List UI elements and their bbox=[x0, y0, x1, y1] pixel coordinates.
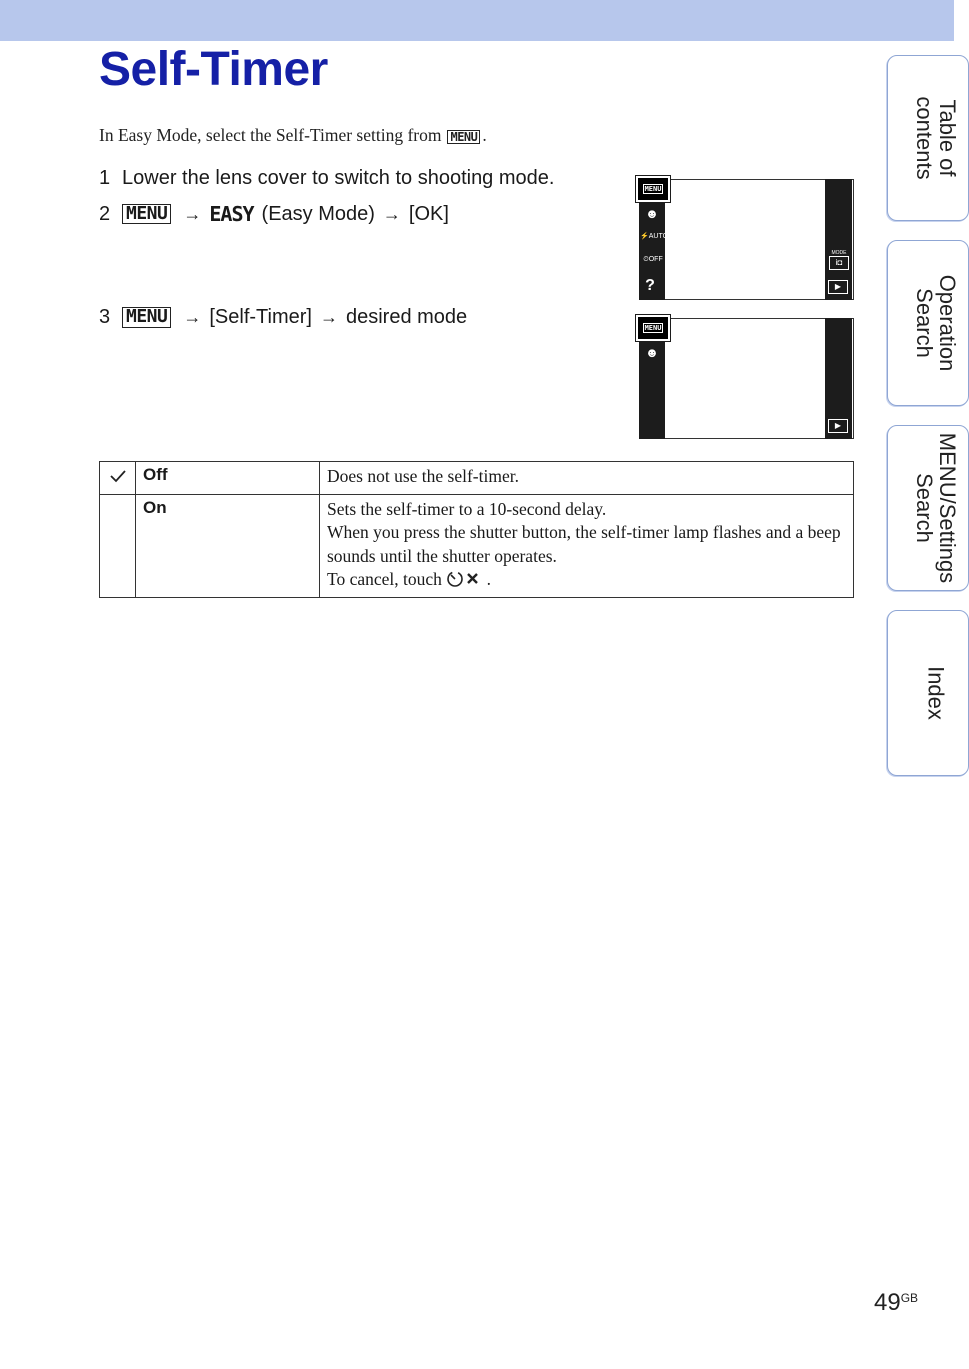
tab-label bbox=[913, 96, 959, 179]
tab-label-line: contents bbox=[912, 96, 937, 180]
tab-label-line: Operation bbox=[935, 274, 960, 372]
step-3 bbox=[99, 306, 467, 329]
screen-menu-button bbox=[636, 315, 670, 341]
tab-menu-settings-search[interactable] bbox=[887, 425, 969, 591]
tab-table-of-contents[interactable] bbox=[887, 55, 969, 221]
intro-end: . bbox=[482, 125, 487, 145]
arrow-icon: → bbox=[382, 203, 401, 224]
tab-operation-search[interactable] bbox=[887, 240, 969, 406]
mode-name: On bbox=[136, 494, 320, 597]
intro-sentence: In Easy Mode, select the Self-Timer setting from bbox=[99, 125, 442, 145]
step-number: 2 bbox=[99, 202, 111, 225]
tab-label-line: Table of bbox=[935, 99, 960, 177]
description-line: Does not use the self-timer. bbox=[327, 466, 519, 486]
camera-screen-2 bbox=[636, 315, 854, 440]
page-number-value: 49 bbox=[874, 1289, 901, 1316]
easy-mode-icon: EASY bbox=[209, 202, 254, 226]
intro-text bbox=[99, 125, 487, 146]
check-cell bbox=[100, 462, 136, 495]
page-number bbox=[874, 1289, 918, 1317]
step-text: (Easy Mode) bbox=[261, 202, 375, 225]
tab-label bbox=[913, 433, 959, 583]
menu-label: MENU bbox=[644, 324, 662, 332]
check-cell bbox=[100, 494, 136, 597]
camera-mode-icon: i◘ bbox=[829, 256, 849, 270]
mode-label: MODE bbox=[831, 250, 847, 256]
help-icon: ? bbox=[645, 277, 655, 294]
tab-label bbox=[913, 275, 959, 372]
smile-icon: ☻ bbox=[645, 345, 659, 360]
flash-auto-icon: ⚡AUTO bbox=[640, 233, 669, 240]
playback-icon: ▶ bbox=[828, 419, 848, 433]
tab-label-line: Index bbox=[923, 666, 949, 720]
screen-frame bbox=[639, 179, 854, 300]
screen-menu-button bbox=[636, 176, 670, 202]
page-title: Self-Timer bbox=[99, 43, 328, 96]
menu-icon: MENU bbox=[122, 204, 171, 225]
step-number: 1 bbox=[99, 167, 111, 189]
tab-label-line: Search bbox=[912, 288, 937, 358]
self-timer-table bbox=[99, 461, 854, 598]
cancel-text: To cancel, touch bbox=[327, 569, 442, 589]
timer-label: OFF bbox=[648, 256, 663, 263]
tab-index[interactable] bbox=[887, 610, 969, 776]
step-text: [Self-Timer] bbox=[209, 306, 312, 328]
step-1 bbox=[99, 167, 554, 190]
screen-frame bbox=[639, 318, 854, 439]
check-icon bbox=[110, 469, 126, 483]
self-timer-off-icon: ⏲OFF bbox=[643, 256, 663, 263]
cancel-end: . bbox=[486, 569, 492, 589]
menu-label: MENU bbox=[644, 185, 662, 193]
menu-icon: MENU bbox=[447, 130, 480, 145]
table-row bbox=[100, 462, 854, 495]
step-text: Lower the lens cover to switch to shooting mode. bbox=[122, 167, 555, 189]
step-text: desired mode bbox=[345, 306, 468, 328]
tab-label-line: Search bbox=[912, 473, 937, 543]
description-line bbox=[327, 568, 846, 592]
camera-screen-1 bbox=[636, 176, 854, 301]
flash-label: AUTO bbox=[648, 233, 669, 240]
step-number: 3 bbox=[99, 306, 111, 328]
playback-icon: ▶ bbox=[828, 280, 848, 294]
table-row bbox=[100, 494, 854, 597]
smile-icon: ☻ bbox=[645, 206, 659, 221]
description-line: When you press the shutter button, the self-timer lamp flashes and a beep sounds until the shutter operates. bbox=[327, 522, 841, 566]
tab-label-line: MENU/Settings bbox=[935, 432, 960, 584]
step-text: [OK] bbox=[408, 202, 449, 225]
arrow-icon: → bbox=[183, 203, 202, 224]
page-suffix: GB bbox=[900, 1291, 919, 1305]
mode-description bbox=[320, 494, 854, 597]
description-line: Sets the self-timer to a 10-second delay. bbox=[327, 498, 607, 519]
arrow-icon: → bbox=[183, 307, 202, 327]
mode-name: Off bbox=[136, 462, 320, 495]
self-timer-cancel-icon bbox=[446, 570, 482, 588]
step-2 bbox=[99, 202, 449, 226]
menu-icon: MENU bbox=[122, 307, 171, 328]
tab-label bbox=[925, 666, 948, 720]
top-band bbox=[0, 0, 954, 41]
arrow-icon: → bbox=[319, 307, 338, 327]
mode-description bbox=[320, 462, 854, 495]
